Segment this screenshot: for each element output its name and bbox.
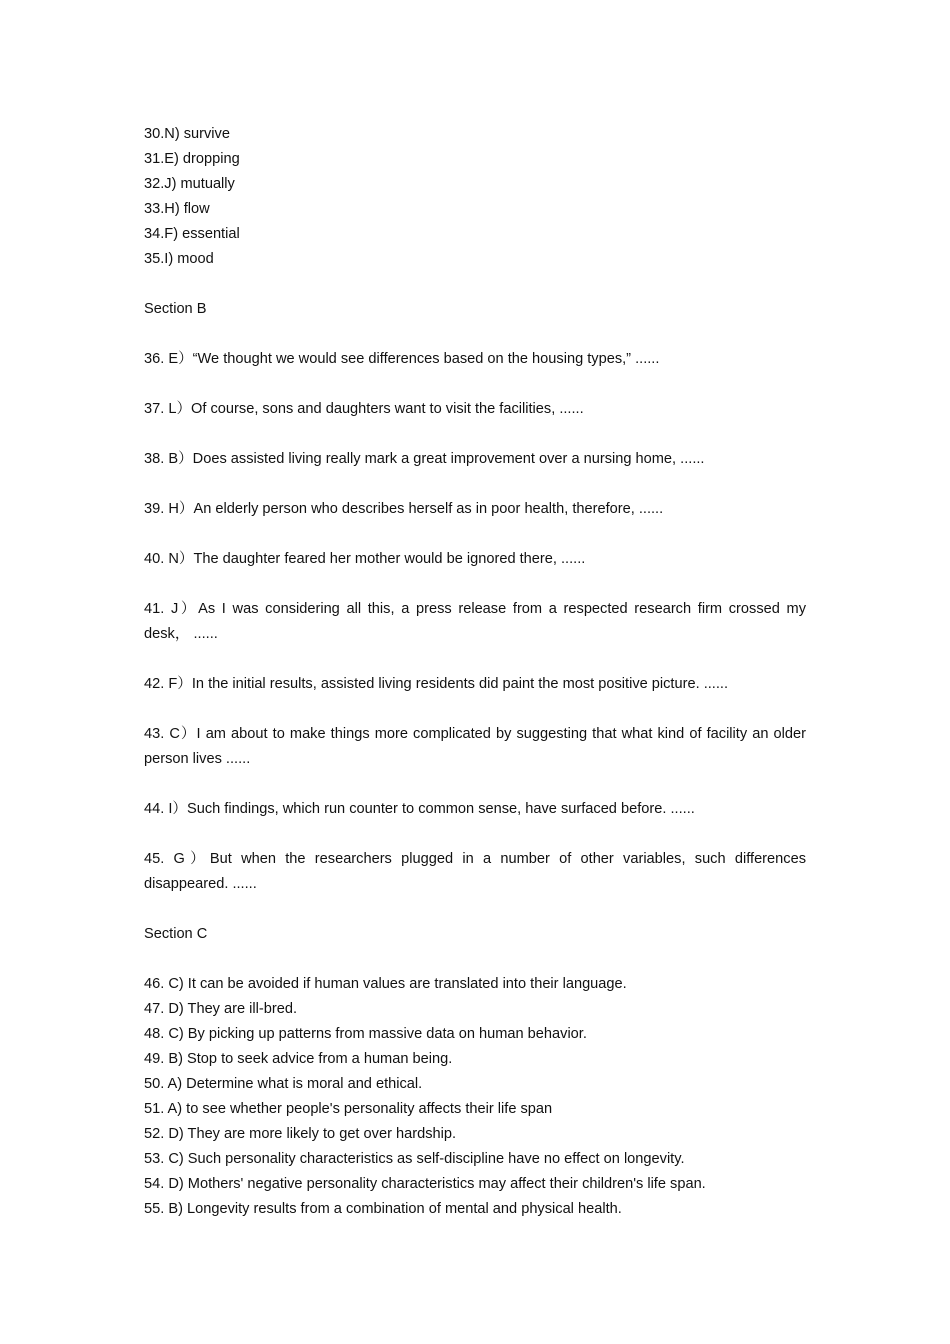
answer-line: 32.J) mutually — [144, 176, 235, 192]
spacer — [144, 822, 806, 847]
answer-paragraph: 40. N）The daughter feared her mother would be ignored there, ...... — [144, 551, 586, 567]
section-a-answer-list — [144, 122, 806, 272]
answer-line: 51. A) to see whether people's personality affects their life span — [144, 1101, 553, 1117]
spacer — [144, 322, 806, 347]
answer-line: 30.N) survive — [144, 126, 230, 142]
section-b-heading: Section B — [144, 301, 207, 317]
spacer — [144, 372, 806, 397]
spacer — [144, 697, 806, 722]
answer-line: 49. B) Stop to seek advice from a human being. — [144, 1051, 453, 1067]
spacer — [144, 947, 806, 972]
section-c-heading: Section C — [144, 926, 208, 942]
section-b-answer-list — [144, 347, 806, 897]
document-page — [144, 122, 806, 1222]
answer-paragraph: 41. J）As I was considering all this, a press release from a respected research firm crossed my desk， ...... — [144, 601, 806, 642]
spacer — [144, 522, 806, 547]
answer-paragraph: 43. C）I am about to make things more complicated by suggesting that what kind of facility an older person lives ...... — [144, 726, 806, 767]
spacer — [144, 422, 806, 447]
answer-paragraph: 36. E）“We thought we would see differences based on the housing types,” ...... — [144, 351, 660, 367]
spacer — [144, 647, 806, 672]
answer-paragraph: 44. I）Such findings, which run counter to common sense, have surfaced before. ...... — [144, 801, 695, 817]
answer-line: 31.E) dropping — [144, 151, 240, 167]
section-c-answer-list — [144, 972, 806, 1222]
answer-paragraph: 39. H）An elderly person who describes herself as in poor health, therefore, ...... — [144, 501, 664, 517]
spacer — [144, 772, 806, 797]
answer-line: 53. C) Such personality characteristics as self-discipline have no effect on longevity. — [144, 1151, 685, 1167]
answer-paragraph: 42. F）In the initial results, assisted living residents did paint the most positive picture. ...... — [144, 676, 729, 692]
spacer — [144, 272, 806, 297]
answer-line: 46. C) It can be avoided if human values are translated into their language. — [144, 976, 627, 992]
spacer — [144, 472, 806, 497]
answer-line: 47. D) They are ill-bred. — [144, 1001, 298, 1017]
answer-paragraph: 37. L）Of course, sons and daughters want to visit the facilities, ...... — [144, 401, 584, 417]
answer-line: 48. C) By picking up patterns from massive data on human behavior. — [144, 1026, 587, 1042]
answer-line: 50. A) Determine what is moral and ethical. — [144, 1076, 423, 1092]
answer-line: 35.I) mood — [144, 251, 214, 267]
answer-line: 52. D) They are more likely to get over hardship. — [144, 1126, 457, 1142]
answer-line: 33.H) flow — [144, 201, 210, 217]
answer-paragraph: 38. B）Does assisted living really mark a great improvement over a nursing home, ...... — [144, 451, 705, 467]
answer-line: 55. B) Longevity results from a combination of mental and physical health. — [144, 1201, 622, 1217]
spacer — [144, 572, 806, 597]
spacer — [144, 897, 806, 922]
answer-line: 54. D) Mothers' negative personality characteristics may affect their children's life span. — [144, 1176, 706, 1192]
answer-line: 34.F) essential — [144, 226, 240, 242]
answer-paragraph: 45. G）But when the researchers plugged in a number of other variables, such differences disappeared. ...... — [144, 851, 806, 892]
